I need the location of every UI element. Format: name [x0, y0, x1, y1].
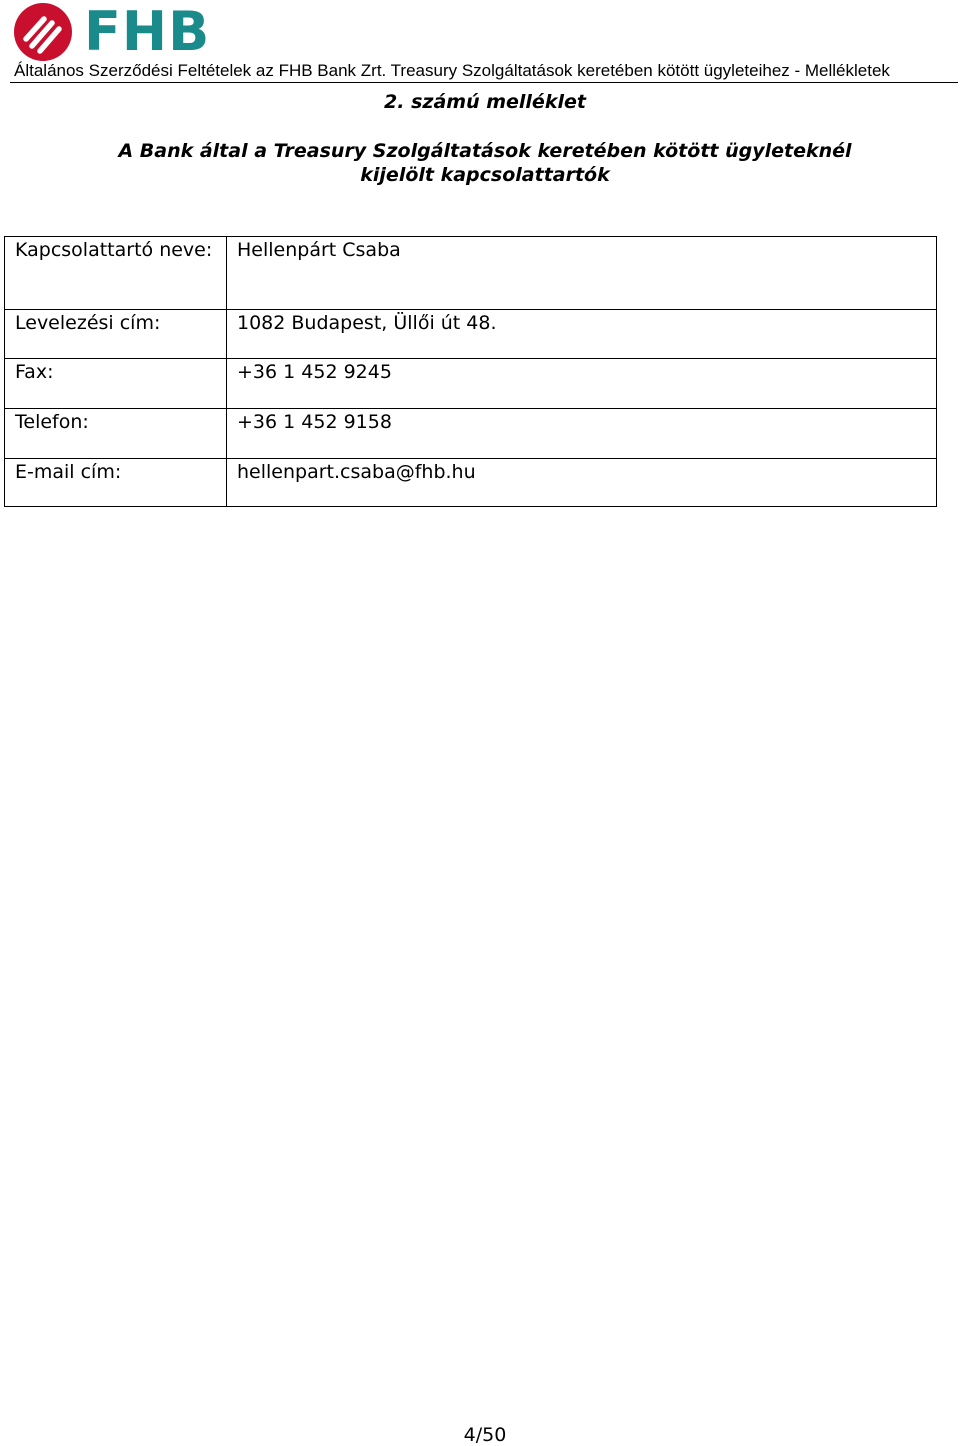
email-value: hellenpart.csaba@fhb.hu [227, 459, 937, 507]
document-title-line-1: A Bank által a Treasury Szolgáltatások keretében kötött ügyleteknél [118, 140, 852, 162]
table-row [5, 359, 937, 409]
table-row [5, 409, 937, 459]
fhb-logo-text: FHB [84, 0, 211, 63]
annex-title: 2. számú melléklet [384, 91, 586, 113]
header-divider [10, 82, 958, 83]
document-title [0, 139, 960, 187]
table-row [5, 310, 937, 359]
page-number: 4/50 [463, 1424, 507, 1446]
table-row [5, 237, 937, 310]
document-title-line-2: kijelölt kapcsolattartók [360, 164, 610, 186]
fax-label: Fax: [5, 359, 227, 409]
phone-value: +36 1 452 9158 [227, 409, 937, 459]
contact-table [4, 236, 937, 507]
table-row [5, 459, 937, 507]
mailing-address-label: Levelezési cím: [5, 310, 227, 359]
contact-name-label: Kapcsolattartó neve: [5, 237, 227, 310]
fhb-logo [14, 2, 210, 62]
contact-name-value: Hellenpárt Csaba [227, 237, 937, 310]
fhb-logo-mark-icon [14, 3, 72, 61]
fax-value: +36 1 452 9245 [227, 359, 937, 409]
mailing-address-value: 1082 Budapest, Üllői út 48. [227, 310, 937, 359]
email-label: E-mail cím: [5, 459, 227, 507]
running-header: Általános Szerződési Feltételek az FHB Bank Zrt. Treasury Szolgáltatások keretében kötött ügyleteihez - Mellékletek [14, 61, 890, 80]
phone-label: Telefon: [5, 409, 227, 459]
